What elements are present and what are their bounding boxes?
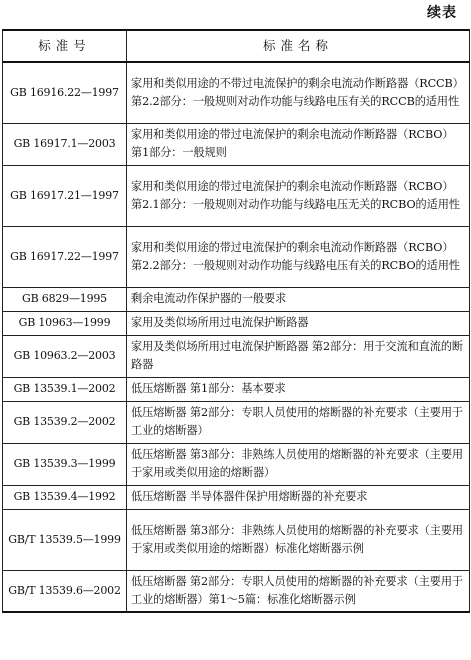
standard-name-cell: 家用及类似场所用过电流保护断路器 bbox=[127, 311, 470, 335]
standard-name-cell: 家用和类似用途的带过电流保护的剩余电流动作断路器（RCBO） 第2.1部分：一般规则对动作功能与线路电压无关的RCBO的适用性 bbox=[127, 165, 470, 226]
standard-number-cell: GB 16917.21—1997 bbox=[3, 165, 127, 226]
table-row bbox=[3, 335, 470, 377]
standards-table bbox=[2, 29, 470, 613]
standard-name-cell: 低压熔断器 第1部分：基本要求 bbox=[127, 377, 470, 401]
standard-name-cell: 低压熔断器 第2部分：专职人员使用的熔断器的补充要求（主要用于工业的熔断器）第1～5篇：标准化熔断器示例 bbox=[127, 570, 470, 612]
standard-number-cell: GB/T 13539.5—1999 bbox=[3, 509, 127, 570]
table-row bbox=[3, 377, 470, 401]
continued-table-label: 续表 bbox=[427, 5, 457, 21]
standard-name-cell: 家用及类似场所用过电流保护断路器 第2部分：用于交流和直流的断路器 bbox=[127, 335, 470, 377]
standard-number-cell: GB 10963.2—2003 bbox=[3, 335, 127, 377]
standard-name-cell: 家用和类似用途的带过电流保护的剩余电流动作断路器（RCBO） 第2.2部分：一般规则对动作功能与线路电压有关的RCBO的适用性 bbox=[127, 226, 470, 287]
standard-number-cell: GB 6829—1995 bbox=[3, 287, 127, 311]
table-row bbox=[3, 62, 470, 123]
standard-name-cell: 低压熔断器 第3部分：非熟练人员使用的熔断器的补充要求（主要用于家用或类似用途的熔断器） bbox=[127, 443, 470, 485]
standard-number-cell: GB 16917.22—1997 bbox=[3, 226, 127, 287]
table-row bbox=[3, 311, 470, 335]
standard-name-cell: 家用和类似用途的不带过电流保护的剩余电流动作断路器（RCCB） 第2.2部分：一般规则对动作功能与线路电压有关的RCCB的适用性 bbox=[127, 62, 470, 123]
standard-name-cell: 低压熔断器 第3部分：非熟练人员使用的熔断器的补充要求（主要用于家用或类似用途的熔断器）标准化熔断器示例 bbox=[127, 509, 470, 570]
table-header-row bbox=[3, 30, 470, 62]
standard-name-cell: 家用和类似用途的带过电流保护的剩余电流动作断路器（RCBO） 第1部分：一般规则 bbox=[127, 123, 470, 165]
standard-name-cell: 低压熔断器 第2部分：专职人员使用的熔断器的补充要求（主要用于工业的熔断器） bbox=[127, 401, 470, 443]
table-row bbox=[3, 226, 470, 287]
standard-name-cell: 低压熔断器 半导体器件保护用熔断器的补充要求 bbox=[127, 485, 470, 509]
standard-number-cell: GB 13539.1—2002 bbox=[3, 377, 127, 401]
standard-number-cell: GB/T 13539.6—2002 bbox=[3, 570, 127, 612]
standard-number-cell: GB 16916.22—1997 bbox=[3, 62, 127, 123]
table-row bbox=[3, 287, 470, 311]
header-standard-number: 标准号 bbox=[3, 30, 127, 62]
table-row bbox=[3, 570, 470, 612]
standard-number-cell: GB 10963—1999 bbox=[3, 311, 127, 335]
table-row bbox=[3, 443, 470, 485]
standard-name-cell: 剩余电流动作保护器的一般要求 bbox=[127, 287, 470, 311]
standard-number-cell: GB 16917.1—2003 bbox=[3, 123, 127, 165]
table-row bbox=[3, 401, 470, 443]
header-standard-name: 标准名称 bbox=[127, 30, 470, 62]
table-row bbox=[3, 165, 470, 226]
table-row bbox=[3, 123, 470, 165]
standard-number-cell: GB 13539.2—2002 bbox=[3, 401, 127, 443]
standard-number-cell: GB 13539.3—1999 bbox=[3, 443, 127, 485]
standard-number-cell: GB 13539.4—1992 bbox=[3, 485, 127, 509]
table-row bbox=[3, 509, 470, 570]
table-row bbox=[3, 485, 470, 509]
